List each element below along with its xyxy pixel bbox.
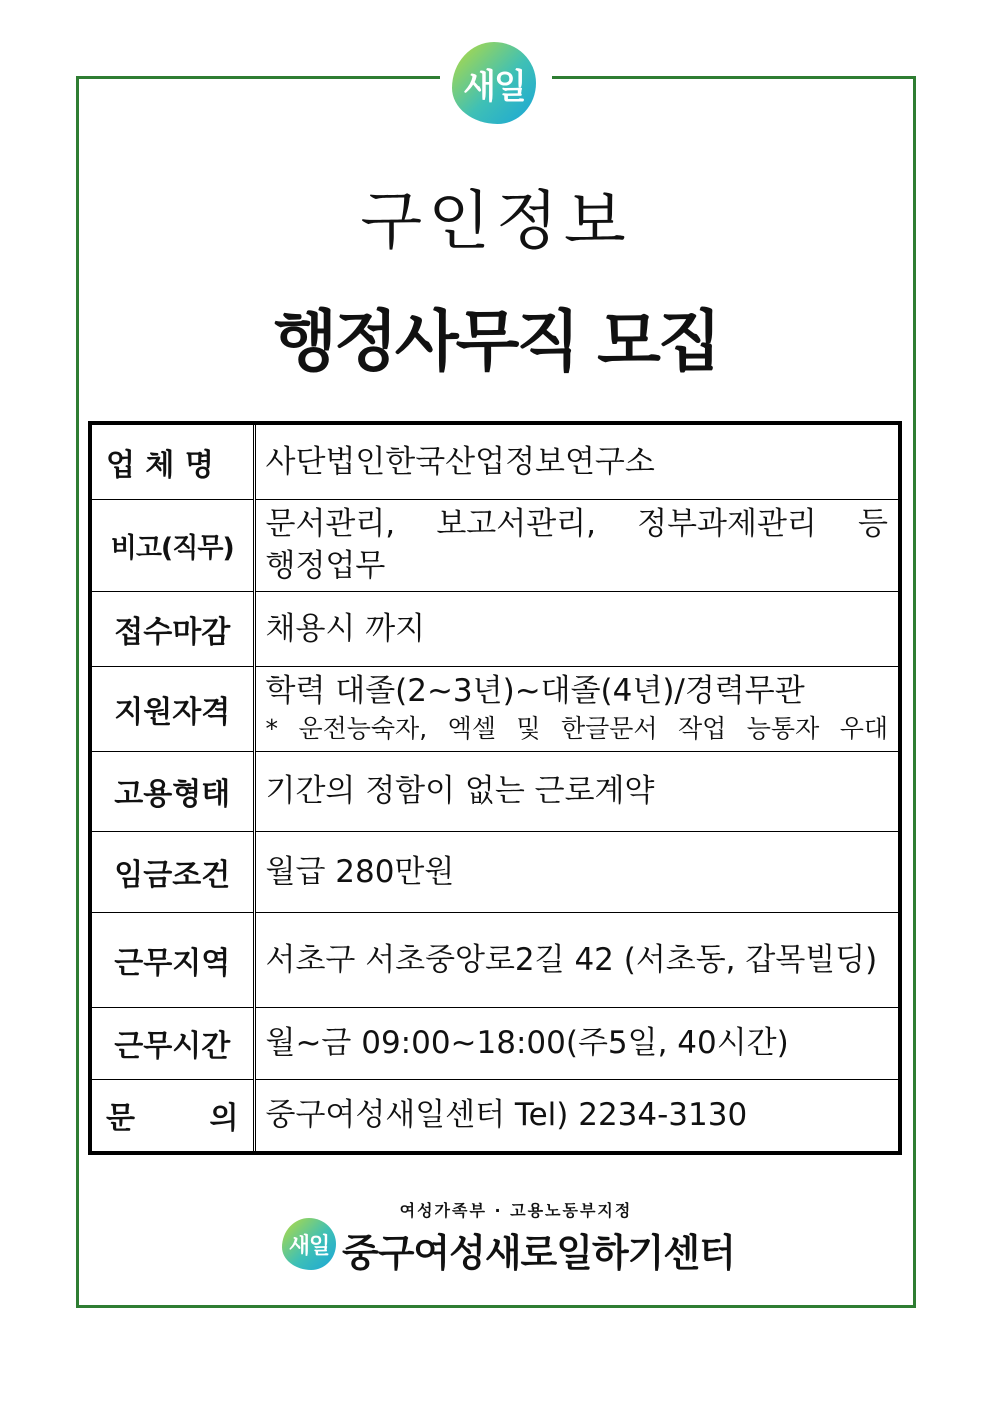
row-value-qualification <box>254 666 900 751</box>
row-label <box>90 423 254 499</box>
table-row <box>90 591 900 666</box>
duty-line2: 행정업무 <box>265 548 386 584</box>
label-inquiry <box>92 1093 253 1137</box>
table-row <box>90 1079 900 1153</box>
row-label <box>90 1079 254 1153</box>
saeil-logo-small: 새일 <box>282 1218 336 1270</box>
row-label: 비고(직무) <box>90 499 254 591</box>
qualification-note: * 운전능숙자, 엑셀 및 한글문서 작업 능통자 우대 <box>265 713 888 743</box>
page-subtitle: 행정사무직 모집 <box>273 303 719 380</box>
qualification-main: 학력 대졸(2~3년)~대졸(4년)/경력무관 <box>265 672 805 709</box>
row-value-duty <box>254 499 900 591</box>
saeil-logo: 새일 <box>452 42 536 124</box>
row-value-company: 사단법인한국산업정보연구소 <box>254 423 900 499</box>
row-label: 근무시간 <box>90 1007 254 1079</box>
row-label: 고용형태 <box>90 751 254 831</box>
row-value-deadline: 채용시 까지 <box>254 591 900 666</box>
row-label: 접수마감 <box>90 591 254 666</box>
top-logo-area <box>440 40 552 130</box>
duty-line1: 문서관리, 보고서관리, 정부과제관리 등 <box>265 506 888 542</box>
row-value-employment-type: 기간의 정함이 없는 근로계약 <box>254 751 900 831</box>
label-text: 문 <box>106 1101 135 1137</box>
label-text: 업 체 명 <box>106 447 214 483</box>
job-info-table <box>88 421 902 1155</box>
table-row <box>90 751 900 831</box>
table-row <box>90 499 900 591</box>
table-row <box>90 1007 900 1079</box>
row-value-inquiry: 중구여성새일센터 Tel) 2234-3130 <box>254 1079 900 1153</box>
footer-designation: 여성가족부 · 고용노동부지정 <box>399 1201 633 1220</box>
row-value-location: 서초구 서초중앙로2길 42 (서초동, 갑목빌딩) <box>254 912 900 1007</box>
table-row <box>90 666 900 751</box>
row-value-salary: 월급 280만원 <box>254 831 900 912</box>
row-label: 근무지역 <box>90 912 254 1007</box>
row-label: 임금조건 <box>90 831 254 912</box>
row-label: 지원자격 <box>90 666 254 751</box>
label-text: 의 <box>209 1101 239 1137</box>
center-name: 중구여성새로일하기센터 <box>342 1231 735 1275</box>
label-company <box>92 440 253 484</box>
table-row <box>90 912 900 1007</box>
table-row <box>90 423 900 499</box>
page-title: 구인정보 <box>360 185 632 259</box>
row-value-hours: 월~금 09:00~18:00(주5일, 40시간) <box>254 1007 900 1079</box>
table-row <box>90 831 900 912</box>
